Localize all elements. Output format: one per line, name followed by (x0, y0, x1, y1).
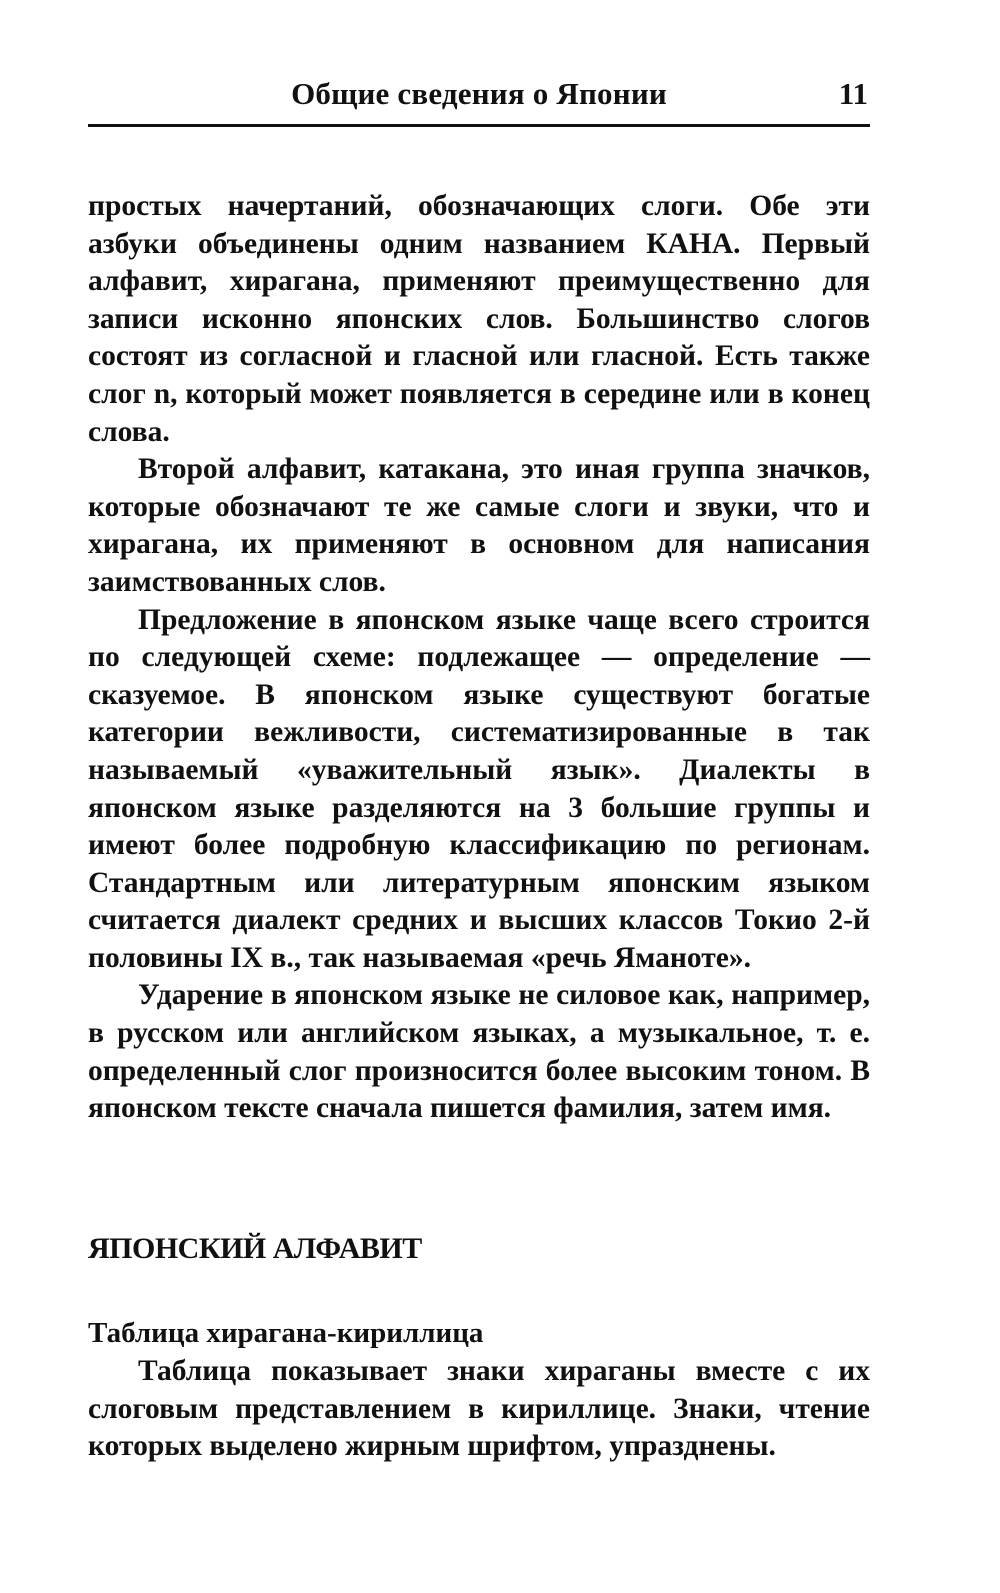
table-description: Таблица показывает знаки хираганы вместе с их слоговым представлением в кириллице. Знаки, чтение которых выделено жирным шрифтом, упразднены. (88, 1355, 870, 1463)
body-text (88, 188, 870, 1128)
paragraph-stress: Ударение в японском языке не силовое как, например, в русском или английском языках, а музыкальное, т. е. определенный слог произносится более высоким тоном. В японском тексте сначала пишется фамилия, затем имя. (88, 979, 870, 1125)
paragraph-continuation: простых начертаний, обозначающих слоги. Обе эти азбуки объединены одним названием КАНА. Первый алфавит, хирагана, применяют преимущественно для записи исконно японских слов. Большинство слогов состоят из согласной и гласной или гласной. Есть также слог n, который может появляется в середине или в конец слова. (88, 190, 870, 448)
page-number: 11 (838, 76, 868, 111)
running-title: Общие сведения о Японии (291, 76, 667, 111)
running-header (88, 70, 870, 127)
subsection-heading: Таблица хирагана-кириллица (88, 1317, 484, 1349)
paragraph-katakana: Второй алфавит, катакана, это иная группа значков, которые обозначают те же самые слоги и звуки, что и хирагана, их применяют в основном для написания заимствованных слов. (88, 453, 870, 598)
section-heading: ЯПОНСКИЙ АЛФАВИТ (88, 1232, 422, 1265)
paragraph-sentence-structure: Предложение в японском языке чаще всего строится по следующей схеме: подлежащее — определение — сказуемое. В японском языке существуют богатые категории вежливости, систематизированные в так называемый «уважительный язык». Диалекты в японском языке разделяются на 3 большие группы и имеют более подробную классификацию по регионам. Стандартным или литературным японским языком считается диалект средних и высших классов Токио 2-й половины IX в., так называемая «речь Яманоте». (88, 603, 870, 974)
